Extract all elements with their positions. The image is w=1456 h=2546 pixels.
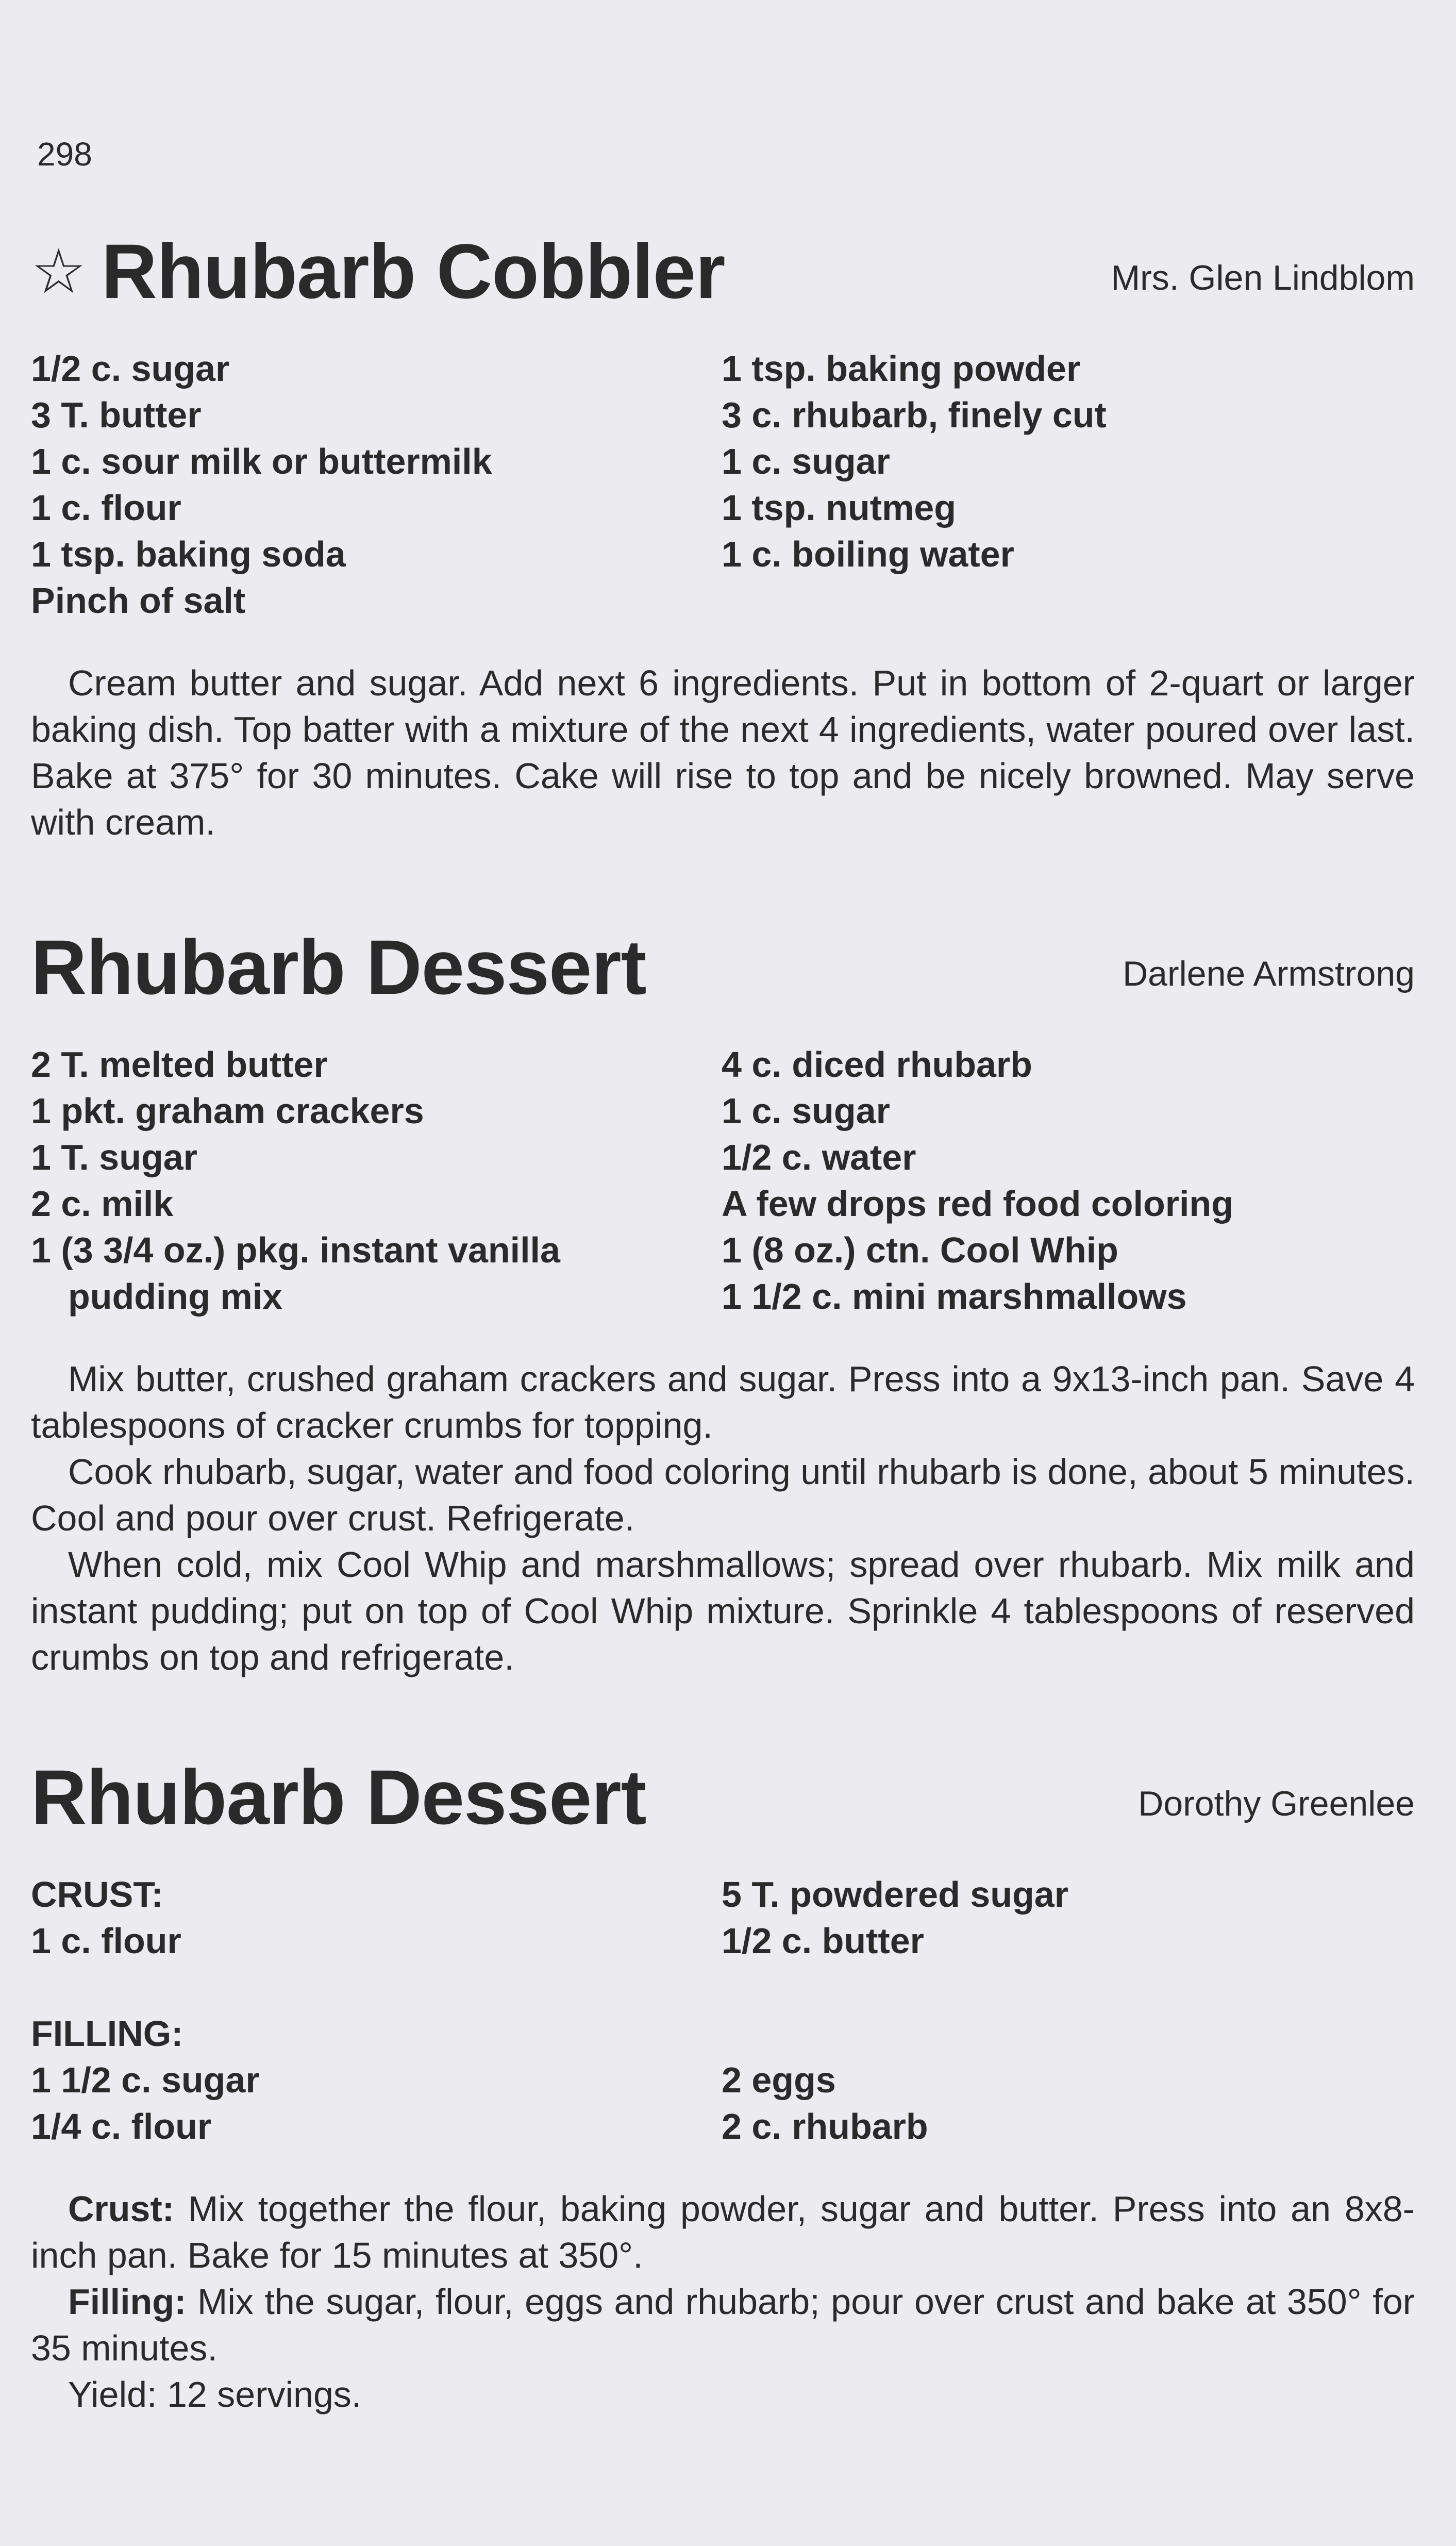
ingredient: 1 c. sugar	[722, 1091, 890, 1131]
recipe-title	[31, 227, 725, 316]
ingredient: A few drops red food coloring	[722, 1184, 1233, 1224]
ingredient: 1 T. sugar	[31, 1137, 197, 1177]
ingredient: 1 pkt. graham crackers	[31, 1091, 424, 1131]
direction-paragraph: Mix butter, crushed graham crackers and sugar. Press into a 9x13-inch pan. Save 4 tablespoons of cracker crumbs for topping.	[31, 1359, 1415, 1445]
crust-lead: Crust:	[68, 2189, 175, 2229]
ingredient: 2 c. milk	[31, 1184, 174, 1224]
recipe-author: Mrs. Glen Lindblom	[1111, 258, 1415, 297]
direction-paragraph: Cook rhubarb, sugar, water and food coloring until rhubarb is done, about 5 minutes. Cool and pour over crust. Refrigerate.	[31, 1452, 1415, 1538]
ingredient: 1 tsp. baking soda	[31, 534, 346, 574]
ingredients	[31, 345, 1415, 624]
crust-text: Mix together the flour, baking powder, sugar and butter. Press into an 8x8-inch pan. Bake for 15 minutes at 350°.	[31, 2189, 1415, 2275]
filling-lead: Filling:	[68, 2282, 187, 2322]
ingredient: 2 T. melted butter	[31, 1044, 328, 1085]
ingredient: 1/2 c. butter	[722, 1921, 924, 1961]
recipe-rhubarb-dessert-armstrong	[31, 923, 1415, 1680]
filling-text: Mix the sugar, flour, eggs and rhubarb; pour over crust and bake at 350° for 35 minutes.	[31, 2282, 1415, 2368]
directions	[31, 2186, 1415, 2418]
ingredient: 1 tsp. nutmeg	[722, 488, 957, 528]
ingredient: 1/2 c. water	[722, 1137, 916, 1177]
ingredient: 5 T. powdered sugar	[722, 1874, 1068, 1915]
recipe-title: Rhubarb Dessert	[31, 924, 646, 1010]
ingredient: 2 c. rhubarb	[722, 2106, 928, 2146]
direction-paragraph: When cold, mix Cool Whip and marshmallows; spread over rhubarb. Mix milk and instant pudding; put on top of Cool Whip mixture. Sprinkle 4 tablespoons of reserved crumbs on top and refrigerate.	[31, 1544, 1415, 1677]
direction-paragraph	[31, 2278, 1415, 2371]
recipe-rhubarb-cobbler	[31, 227, 1415, 845]
directions	[31, 1356, 1415, 1680]
ingredient: 1 c. boiling water	[722, 534, 1014, 574]
ingredient: 1 (3 3/4 oz.) pkg. instant vanilla	[31, 1230, 560, 1270]
recipe-header	[31, 1753, 1415, 1840]
star-icon: ☆	[31, 237, 86, 306]
crust-right-column	[722, 1871, 1415, 1964]
ingredient: 1/4 c. flour	[31, 2106, 212, 2146]
recipe-header	[31, 227, 1415, 314]
ingredient: 1 (8 oz.) ctn. Cool Whip	[722, 1230, 1118, 1270]
ingredients-left-column	[31, 1041, 722, 1320]
ingredients-right-column	[722, 345, 1415, 624]
ingredient: 1 c. sour milk or buttermilk	[31, 441, 492, 481]
recipe-author: Darlene Armstrong	[1123, 954, 1415, 993]
filling-right-column	[722, 2010, 1415, 2150]
ingredient: 1 1/2 c. mini marshmallows	[722, 1276, 1187, 1317]
crust-ingredients	[31, 1871, 1415, 1964]
crust-label: CRUST:	[31, 1874, 163, 1915]
ingredient: 1 c. flour	[31, 1921, 181, 1961]
direction-paragraph	[31, 2186, 1415, 2278]
crust-left-column	[31, 1871, 722, 1964]
ingredient: 3 c. rhubarb, finely cut	[722, 395, 1107, 435]
recipe-header	[31, 923, 1415, 1010]
ingredient: pudding mix	[68, 1276, 283, 1317]
ingredient: 4 c. diced rhubarb	[722, 1044, 1032, 1085]
filling-ingredients	[31, 2010, 1415, 2150]
page-number: 298	[37, 136, 92, 173]
directions	[31, 660, 1415, 845]
ingredient: 2 eggs	[722, 2060, 836, 2100]
ingredients-left-column	[31, 345, 722, 624]
direction-paragraph: Cream butter and sugar. Add next 6 ingredients. Put in bottom of 2-quart or larger baking dish. Top batter with a mixture of the next 4 ingredients, water poured over last. Bake at 375° for 30 minutes. Cake will rise to top and be nicely browned. May serve with cream.	[31, 663, 1415, 842]
recipe-author: Dorothy Greenlee	[1138, 1784, 1415, 1823]
filling-label: FILLING:	[31, 2013, 183, 2054]
filling-left-column	[31, 2010, 722, 2150]
ingredient: 1 c. sugar	[722, 441, 890, 481]
recipe-title: Rhubarb Dessert	[31, 1754, 646, 1840]
ingredient: Pinch of salt	[31, 580, 246, 621]
ingredient: 3 T. butter	[31, 395, 202, 435]
ingredient: 1 c. flour	[31, 488, 181, 528]
recipe-rhubarb-dessert-greenlee	[31, 1753, 1415, 2418]
ingredients-right-column	[722, 1041, 1415, 1320]
yield: Yield: 12 servings.	[68, 2374, 362, 2415]
ingredients	[31, 1041, 1415, 1320]
ingredient: 1 tsp. baking powder	[722, 348, 1081, 389]
ingredient: 1 1/2 c. sugar	[31, 2060, 260, 2100]
recipe-title-text: Rhubarb Cobbler	[101, 228, 725, 314]
ingredient: 1/2 c. sugar	[31, 348, 230, 389]
